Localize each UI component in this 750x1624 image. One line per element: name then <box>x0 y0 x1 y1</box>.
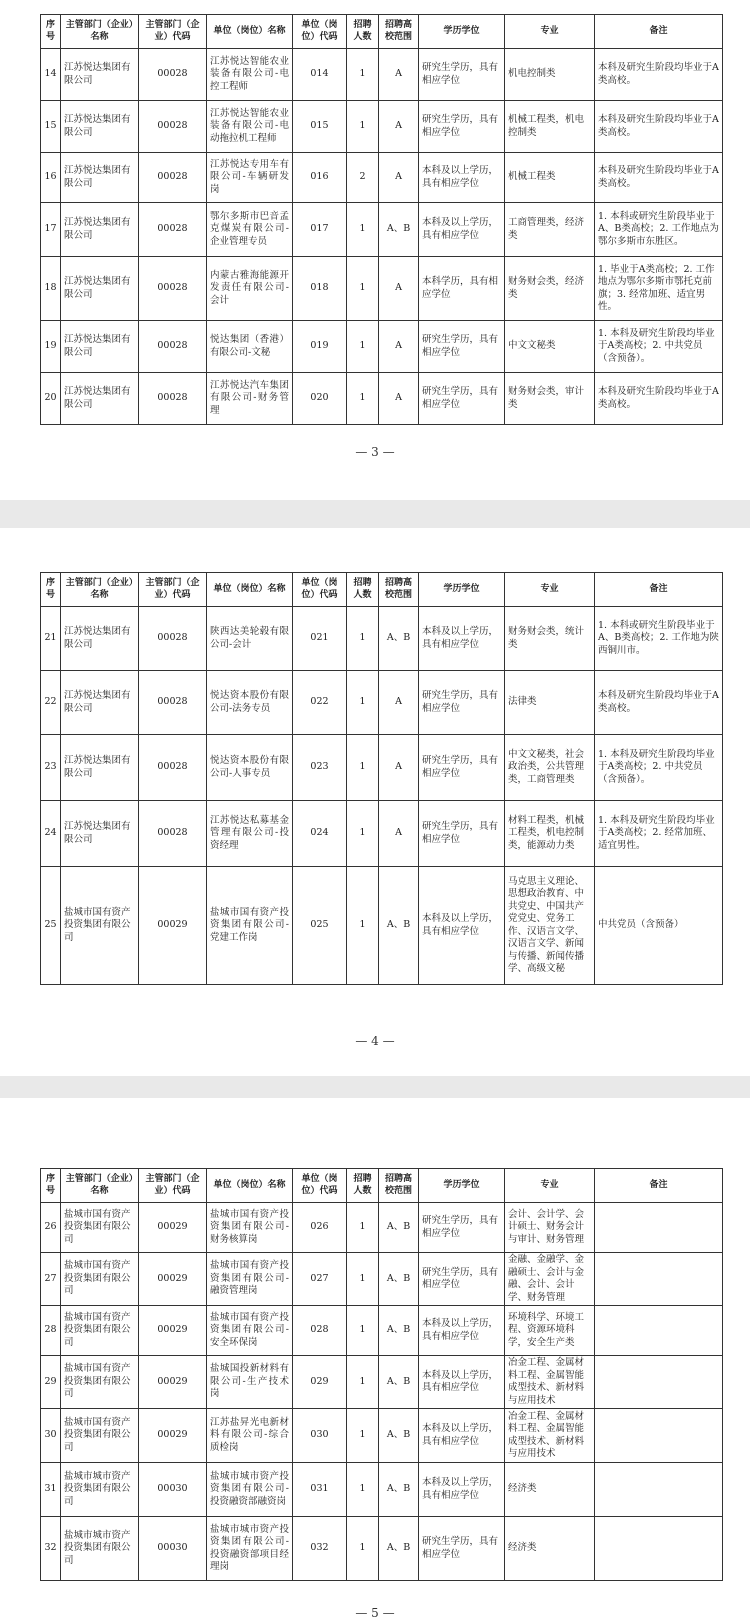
degree: 本科及以上学历，具有相应学位 <box>419 203 505 257</box>
recruitment-table-page-4 <box>40 572 723 985</box>
row-number: 31 <box>41 1463 61 1517</box>
degree: 本科及以上学历，具有相应学位 <box>419 1356 505 1409</box>
row-number: 24 <box>41 801 61 867</box>
unit-code: 018 <box>293 257 347 321</box>
hire-count: 1 <box>347 1463 379 1517</box>
hire-count: 1 <box>347 373 379 425</box>
school-scope: A <box>379 735 419 801</box>
row-number: 22 <box>41 671 61 735</box>
dept-code: 00028 <box>139 607 207 671</box>
unit-code: 019 <box>293 321 347 373</box>
table-row <box>41 1306 723 1356</box>
unit-name: 盐城市国有资产投资集团有限公司-融资管理岗 <box>207 1253 293 1306</box>
school-scope: A、B <box>379 1356 419 1409</box>
table-row <box>41 321 723 373</box>
document-page-4 <box>0 528 750 1076</box>
dept-code: 00029 <box>139 1356 207 1409</box>
header-unit-code: 单位（岗位）代码 <box>293 1169 347 1203</box>
page-number: — 4 — <box>355 1034 395 1048</box>
dept-name: 盐城市城市资产投资集团有限公司 <box>61 1463 139 1517</box>
dept-code: 00028 <box>139 101 207 153</box>
unit-code: 017 <box>293 203 347 257</box>
unit-code: 027 <box>293 1253 347 1306</box>
table-row <box>41 1463 723 1517</box>
degree: 研究生学历，具有相应学位 <box>419 321 505 373</box>
row-number: 23 <box>41 735 61 801</box>
unit-name: 内蒙古雅海能源开发责任有限公司-会计 <box>207 257 293 321</box>
dept-code: 00028 <box>139 801 207 867</box>
dept-code: 00028 <box>139 153 207 203</box>
school-scope: A <box>379 321 419 373</box>
unit-name: 陕西达美轮毂有限公司-会计 <box>207 607 293 671</box>
unit-name: 江苏盐昇光电新材料有限公司-综合质检岗 <box>207 1409 293 1463</box>
school-scope: A <box>379 101 419 153</box>
dept-name: 盐城市国有资产投资集团有限公司 <box>61 1203 139 1253</box>
school-scope: A、B <box>379 867 419 985</box>
header-dept-name: 主管部门（企业）名称 <box>61 573 139 607</box>
major: 财务财会类，统计类 <box>505 607 595 671</box>
note: 1. 本科及研究生阶段均毕业于A类高校；2. 中共党员（含预备）。 <box>595 735 723 801</box>
unit-name: 江苏悦达专用车有限公司-车辆研发岗 <box>207 153 293 203</box>
dept-name: 江苏悦达集团有限公司 <box>61 321 139 373</box>
major: 财务财会类，经济类 <box>505 257 595 321</box>
note: 1. 本科及研究生阶段均毕业于A类高校；2. 中共党员（含预备）。 <box>595 321 723 373</box>
dept-code: 00030 <box>139 1517 207 1581</box>
dept-name: 江苏悦达集团有限公司 <box>61 607 139 671</box>
hire-count: 1 <box>347 1203 379 1253</box>
unit-name: 悦达资本股份有限公司-人事专员 <box>207 735 293 801</box>
header-unit-name: 单位（岗位）名称 <box>207 1169 293 1203</box>
header-major: 专业 <box>505 15 595 49</box>
dept-code: 00028 <box>139 203 207 257</box>
header-unit-name: 单位（岗位）名称 <box>207 573 293 607</box>
header-unit-code: 单位（岗位）代码 <box>293 15 347 49</box>
header-scope: 招聘高校范围 <box>379 15 419 49</box>
row-number: 14 <box>41 49 61 101</box>
school-scope: A <box>379 153 419 203</box>
school-scope: A、B <box>379 1253 419 1306</box>
school-scope: A <box>379 671 419 735</box>
degree: 研究生学历，具有相应学位 <box>419 1203 505 1253</box>
hire-count: 1 <box>347 1306 379 1356</box>
note <box>595 1253 723 1306</box>
unit-name: 盐城市国有资产投资集团有限公司-党建工作岗 <box>207 867 293 985</box>
table-row <box>41 101 723 153</box>
unit-name: 鄂尔多斯市巴音孟克煤炭有限公司-企业管理专员 <box>207 203 293 257</box>
header-dept-code: 主管部门（企业）代码 <box>139 573 207 607</box>
document-page-3 <box>0 0 750 500</box>
degree: 本科及以上学历，具有相应学位 <box>419 867 505 985</box>
major: 材料工程类，机械工程类，机电控制类，能源动力类 <box>505 801 595 867</box>
note <box>595 1203 723 1253</box>
unit-code: 021 <box>293 607 347 671</box>
hire-count: 1 <box>347 257 379 321</box>
unit-code: 028 <box>293 1306 347 1356</box>
unit-name: 悦达集团（香港）有限公司-文秘 <box>207 321 293 373</box>
dept-code: 00029 <box>139 1203 207 1253</box>
degree: 研究生学历，具有相应学位 <box>419 373 505 425</box>
dept-code: 00029 <box>139 1306 207 1356</box>
major: 法律类 <box>505 671 595 735</box>
dept-name: 江苏悦达集团有限公司 <box>61 203 139 257</box>
table-header-row <box>41 15 723 49</box>
note: 本科及研究生阶段均毕业于A类高校。 <box>595 153 723 203</box>
table-row <box>41 1203 723 1253</box>
degree: 本科及以上学历，具有相应学位 <box>419 153 505 203</box>
major: 工商管理类，经济类 <box>505 203 595 257</box>
major: 会计、会计学、会计硕士、财务会计与审计、财务管理 <box>505 1203 595 1253</box>
school-scope: A <box>379 257 419 321</box>
unit-name: 江苏悦达汽车集团有限公司-财务管理 <box>207 373 293 425</box>
major: 中文文秘类 <box>505 321 595 373</box>
dept-name: 江苏悦达集团有限公司 <box>61 101 139 153</box>
unit-name: 盐城市城市资产投资集团有限公司-投资融资部项目经理岗 <box>207 1517 293 1581</box>
table-row <box>41 801 723 867</box>
school-scope: A、B <box>379 1409 419 1463</box>
dept-name: 盐城市城市资产投资集团有限公司 <box>61 1517 139 1581</box>
unit-code: 032 <box>293 1517 347 1581</box>
hire-count: 1 <box>347 321 379 373</box>
major: 财务财会类，审计类 <box>505 373 595 425</box>
header-count: 招聘人数 <box>347 573 379 607</box>
dept-code: 00029 <box>139 867 207 985</box>
row-number: 28 <box>41 1306 61 1356</box>
unit-code: 030 <box>293 1409 347 1463</box>
school-scope: A <box>379 49 419 101</box>
note <box>595 1306 723 1356</box>
header-scope: 招聘高校范围 <box>379 1169 419 1203</box>
degree: 研究生学历，具有相应学位 <box>419 735 505 801</box>
unit-code: 022 <box>293 671 347 735</box>
header-unit-name: 单位（岗位）名称 <box>207 15 293 49</box>
header-count: 招聘人数 <box>347 1169 379 1203</box>
note: 1. 本科或研究生阶段毕业于A、B类高校；2. 工作地为陕西铜川市。 <box>595 607 723 671</box>
hire-count: 1 <box>347 1356 379 1409</box>
major: 冶金工程、金属材料工程、金属智能成型技术、新材料与应用技术 <box>505 1356 595 1409</box>
header-unit-code: 单位（岗位）代码 <box>293 573 347 607</box>
row-number: 21 <box>41 607 61 671</box>
row-number: 15 <box>41 101 61 153</box>
unit-name: 江苏悦达智能农业装备有限公司-电控工程师 <box>207 49 293 101</box>
unit-code: 014 <box>293 49 347 101</box>
unit-code: 026 <box>293 1203 347 1253</box>
major: 经济类 <box>505 1463 595 1517</box>
note: 中共党员（含预备） <box>595 867 723 985</box>
row-number: 16 <box>41 153 61 203</box>
row-number: 27 <box>41 1253 61 1306</box>
degree: 本科及以上学历，具有相应学位 <box>419 607 505 671</box>
header-dept-name: 主管部门（企业）名称 <box>61 15 139 49</box>
dept-name: 江苏悦达集团有限公司 <box>61 801 139 867</box>
row-number: 29 <box>41 1356 61 1409</box>
table-header-row <box>41 1169 723 1203</box>
note <box>595 1356 723 1409</box>
note: 本科及研究生阶段均毕业于A类高校。 <box>595 373 723 425</box>
major: 马克思主义理论、思想政治教育、中共党史、中国共产党党史、党务工作、汉语言文学、汉语言文学、新闻与传播、新闻传播学、高级文秘 <box>505 867 595 985</box>
table-row <box>41 49 723 101</box>
unit-code: 016 <box>293 153 347 203</box>
unit-name: 江苏悦达智能农业装备有限公司-电动拖拉机工程师 <box>207 101 293 153</box>
hire-count: 1 <box>347 1253 379 1306</box>
school-scope: A、B <box>379 1517 419 1581</box>
dept-name: 盐城市国有资产投资集团有限公司 <box>61 1356 139 1409</box>
note: 1. 本科或研究生阶段毕业于A、B类高校；2. 工作地点为鄂尔多斯市东胜区。 <box>595 203 723 257</box>
unit-code: 023 <box>293 735 347 801</box>
header-no: 序号 <box>41 1169 61 1203</box>
dept-name: 江苏悦达集团有限公司 <box>61 735 139 801</box>
degree: 本科学历，具有相应学位 <box>419 257 505 321</box>
dept-name: 江苏悦达集团有限公司 <box>61 153 139 203</box>
degree: 本科及以上学历，具有相应学位 <box>419 1306 505 1356</box>
dept-code: 00028 <box>139 49 207 101</box>
hire-count: 1 <box>347 607 379 671</box>
degree: 研究生学历，具有相应学位 <box>419 1253 505 1306</box>
row-number: 26 <box>41 1203 61 1253</box>
dept-code: 00028 <box>139 671 207 735</box>
table-row <box>41 867 723 985</box>
unit-code: 031 <box>293 1463 347 1517</box>
header-count: 招聘人数 <box>347 15 379 49</box>
hire-count: 1 <box>347 1517 379 1581</box>
dept-name: 盐城市国有资产投资集团有限公司 <box>61 1306 139 1356</box>
table-header-row <box>41 573 723 607</box>
dept-name: 盐城市国有资产投资集团有限公司 <box>61 1253 139 1306</box>
major: 环境科学、环境工程、资源环境科学，安全生产类 <box>505 1306 595 1356</box>
major: 机械工程类，机电控制类 <box>505 101 595 153</box>
table-row <box>41 1517 723 1581</box>
hire-count: 2 <box>347 153 379 203</box>
school-scope: A、B <box>379 1306 419 1356</box>
degree: 研究生学历，具有相应学位 <box>419 1517 505 1581</box>
dept-code: 00028 <box>139 257 207 321</box>
unit-code: 029 <box>293 1356 347 1409</box>
dept-name: 江苏悦达集团有限公司 <box>61 49 139 101</box>
degree: 本科及以上学历，具有相应学位 <box>419 1409 505 1463</box>
header-major: 专业 <box>505 1169 595 1203</box>
document-page-5 <box>0 1098 750 1624</box>
major: 经济类 <box>505 1517 595 1581</box>
row-number: 19 <box>41 321 61 373</box>
school-scope: A、B <box>379 1203 419 1253</box>
unit-name: 盐城市国有资产投资集团有限公司-财务核算岗 <box>207 1203 293 1253</box>
major: 金融、金融学、金融硕士、会计与金融、会计、会计学、财务管理 <box>505 1253 595 1306</box>
hire-count: 1 <box>347 101 379 153</box>
table-row <box>41 1409 723 1463</box>
header-no: 序号 <box>41 15 61 49</box>
table-row <box>41 153 723 203</box>
header-note: 备注 <box>595 573 723 607</box>
hire-count: 1 <box>347 801 379 867</box>
school-scope: A、B <box>379 607 419 671</box>
dept-name: 盐城市国有资产投资集团有限公司 <box>61 1409 139 1463</box>
dept-code: 00028 <box>139 321 207 373</box>
table-row <box>41 1356 723 1409</box>
dept-code: 00028 <box>139 735 207 801</box>
page-number: — 5 — <box>355 1606 395 1620</box>
note: 本科及研究生阶段均毕业于A类高校。 <box>595 101 723 153</box>
row-number: 18 <box>41 257 61 321</box>
dept-code: 00029 <box>139 1253 207 1306</box>
dept-code: 00029 <box>139 1409 207 1463</box>
table-row <box>41 203 723 257</box>
table-row <box>41 607 723 671</box>
note: 1. 毕业于A类高校；2. 工作地点为鄂尔多斯市鄂托克前旗；3. 经常加班、适宜男性。 <box>595 257 723 321</box>
unit-name: 盐城市城市资产投资集团有限公司-投资融资部融资岗 <box>207 1463 293 1517</box>
hire-count: 1 <box>347 735 379 801</box>
school-scope: A、B <box>379 1463 419 1517</box>
table-row <box>41 735 723 801</box>
major: 机电控制类 <box>505 49 595 101</box>
note <box>595 1463 723 1517</box>
dept-name: 江苏悦达集团有限公司 <box>61 373 139 425</box>
header-dept-code: 主管部门（企业）代码 <box>139 15 207 49</box>
degree: 研究生学历，具有相应学位 <box>419 671 505 735</box>
header-degree: 学历学位 <box>419 1169 505 1203</box>
table-row <box>41 373 723 425</box>
note <box>595 1517 723 1581</box>
note: 本科及研究生阶段均毕业于A类高校。 <box>595 671 723 735</box>
recruitment-table-page-3 <box>40 14 723 425</box>
table-row <box>41 257 723 321</box>
school-scope: A <box>379 801 419 867</box>
school-scope: A <box>379 373 419 425</box>
major: 冶金工程、金属材料工程、金属智能成型技术、新材料与应用技术 <box>505 1409 595 1463</box>
unit-name: 盐城国投新材料有限公司-生产技术岗 <box>207 1356 293 1409</box>
header-dept-code: 主管部门（企业）代码 <box>139 1169 207 1203</box>
degree: 研究生学历，具有相应学位 <box>419 49 505 101</box>
row-number: 32 <box>41 1517 61 1581</box>
major: 中文文秘类，社会政治类，公共管理类，工商管理类 <box>505 735 595 801</box>
unit-code: 024 <box>293 801 347 867</box>
hire-count: 1 <box>347 1409 379 1463</box>
dept-code: 00030 <box>139 1463 207 1517</box>
page-number: — 3 — <box>355 445 395 459</box>
unit-code: 020 <box>293 373 347 425</box>
unit-name: 盐城市国有资产投资集团有限公司-安全环保岗 <box>207 1306 293 1356</box>
recruitment-table-page-5 <box>40 1168 723 1581</box>
hire-count: 1 <box>347 49 379 101</box>
header-degree: 学历学位 <box>419 573 505 607</box>
major: 机械工程类 <box>505 153 595 203</box>
dept-code: 00028 <box>139 373 207 425</box>
header-note: 备注 <box>595 1169 723 1203</box>
unit-code: 015 <box>293 101 347 153</box>
degree: 本科及以上学历，具有相应学位 <box>419 1463 505 1517</box>
unit-code: 025 <box>293 867 347 985</box>
header-no: 序号 <box>41 573 61 607</box>
degree: 研究生学历，具有相应学位 <box>419 101 505 153</box>
row-number: 25 <box>41 867 61 985</box>
hire-count: 1 <box>347 203 379 257</box>
row-number: 30 <box>41 1409 61 1463</box>
header-dept-name: 主管部门（企业）名称 <box>61 1169 139 1203</box>
row-number: 17 <box>41 203 61 257</box>
hire-count: 1 <box>347 867 379 985</box>
table-row <box>41 671 723 735</box>
school-scope: A、B <box>379 203 419 257</box>
header-note: 备注 <box>595 15 723 49</box>
header-scope: 招聘高校范围 <box>379 573 419 607</box>
header-degree: 学历学位 <box>419 15 505 49</box>
dept-name: 盐城市国有资产投资集团有限公司 <box>61 867 139 985</box>
unit-name: 江苏悦达私募基金管理有限公司-投资经理 <box>207 801 293 867</box>
hire-count: 1 <box>347 671 379 735</box>
note: 本科及研究生阶段均毕业于A类高校。 <box>595 49 723 101</box>
header-major: 专业 <box>505 573 595 607</box>
degree: 研究生学历，具有相应学位 <box>419 801 505 867</box>
note <box>595 1409 723 1463</box>
dept-name: 江苏悦达集团有限公司 <box>61 671 139 735</box>
row-number: 20 <box>41 373 61 425</box>
table-row <box>41 1253 723 1306</box>
dept-name: 江苏悦达集团有限公司 <box>61 257 139 321</box>
unit-name: 悦达资本股份有限公司-法务专员 <box>207 671 293 735</box>
note: 1. 本科及研究生阶段均毕业于A类高校；2. 经常加班、适宜男性。 <box>595 801 723 867</box>
